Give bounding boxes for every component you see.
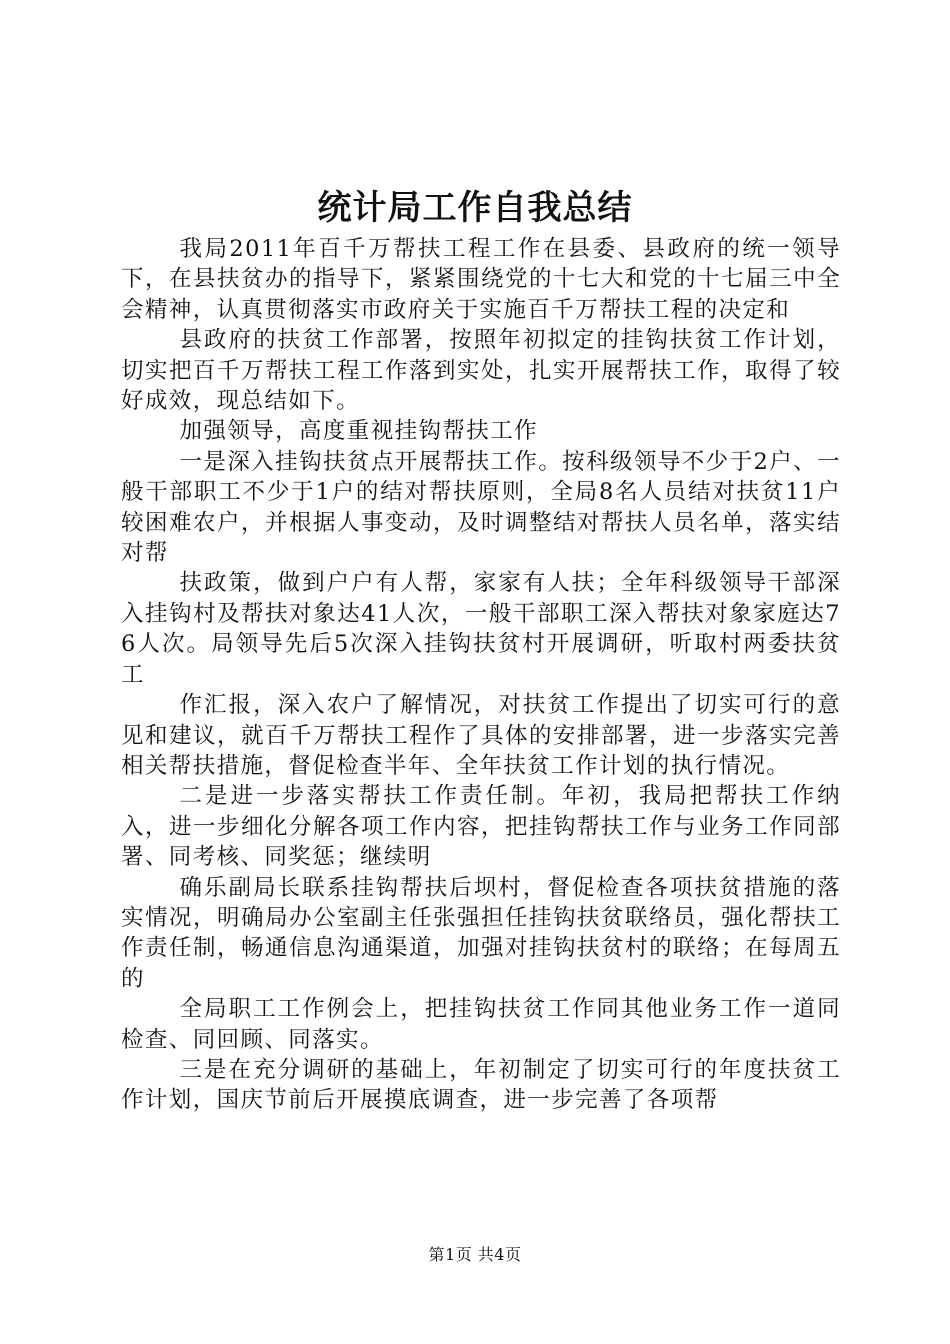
paragraph-1: 我局2011年百千万帮扶工程工作在县委、县政府的统一领导下，在县扶贫办的指导下，紧紧围绕党的十七大和党的十七届三中全会精神，认真贯彻落实市政府关于实施百千万帮扶工程的决定和: [121, 236, 841, 323]
paragraph-6: 二是进一步落实帮扶工作责任制。年初，我局把帮扶工作纳入，进一步细化分解各项工作内容，把挂钩帮扶工作与业务工作同部署、同考核、同奖惩；继续明: [121, 783, 841, 871]
paragraph-5: 作汇报，深入农户了解情况，对扶贫工作提出了切实可行的意见和建议，就百千万帮扶工程作了具体的安排部署，进一步落实完善相关帮扶措施，督促检查半年、全年扶贫工作计划的执行情况。: [121, 692, 841, 779]
page-number-footer: 第1页 共4页: [428, 1245, 522, 1264]
paragraph-7: 确乐副局长联系挂钩帮扶后坝村，督促检查各项扶贫措施的落实情况，明确局办公室副主任张强担任挂钩扶贫联络员，强化帮扶工作责任制，畅通信息沟通渠道，加强对挂钩扶贫村的联络；在每周五的: [121, 874, 841, 992]
paragraph-3: 一是深入挂钩扶贫点开展帮扶工作。按科级领导不少于2户、一般干部职工不少于1户的结对帮扶原则，全局8名人员结对扶贫11户较困难农户，并根据人事变动，及时调整结对帮扶人员名单，落实结对帮: [121, 448, 841, 567]
section-heading: 加强领导，高度重视挂钩帮扶工作: [179, 418, 539, 445]
paragraph-2: 县政府的扶贫工作部署，按照年初拟定的挂钩扶贫工作计划，切实把百千万帮扶工程工作落到实处，扎实开展帮扶工作，取得了较好成效，现总结如下。: [121, 327, 841, 415]
paragraph-9: 三是在充分调研的基础上，年初制定了切实可行的年度扶贫工作计划，国庆节前后开展摸底调查，进一步完善了各项帮: [121, 1056, 841, 1114]
paragraph-4: 扶政策，做到户户有人帮，家家有人扶；全年科级领导干部深入挂钩村及帮扶对象达41人次，一般干部职工深入帮扶对象家庭达76人次。局领导先后5次深入挂钩扶贫村开展调研，听取村两委扶贫工: [121, 570, 841, 688]
document-title: 统计局工作自我总结: [317, 188, 633, 228]
document-body: [121, 234, 841, 1116]
paragraph-8: 全局职工工作例会上，把挂钩扶贫工作同其他业务工作一道同检查、同回顾、同落实。: [121, 996, 841, 1053]
